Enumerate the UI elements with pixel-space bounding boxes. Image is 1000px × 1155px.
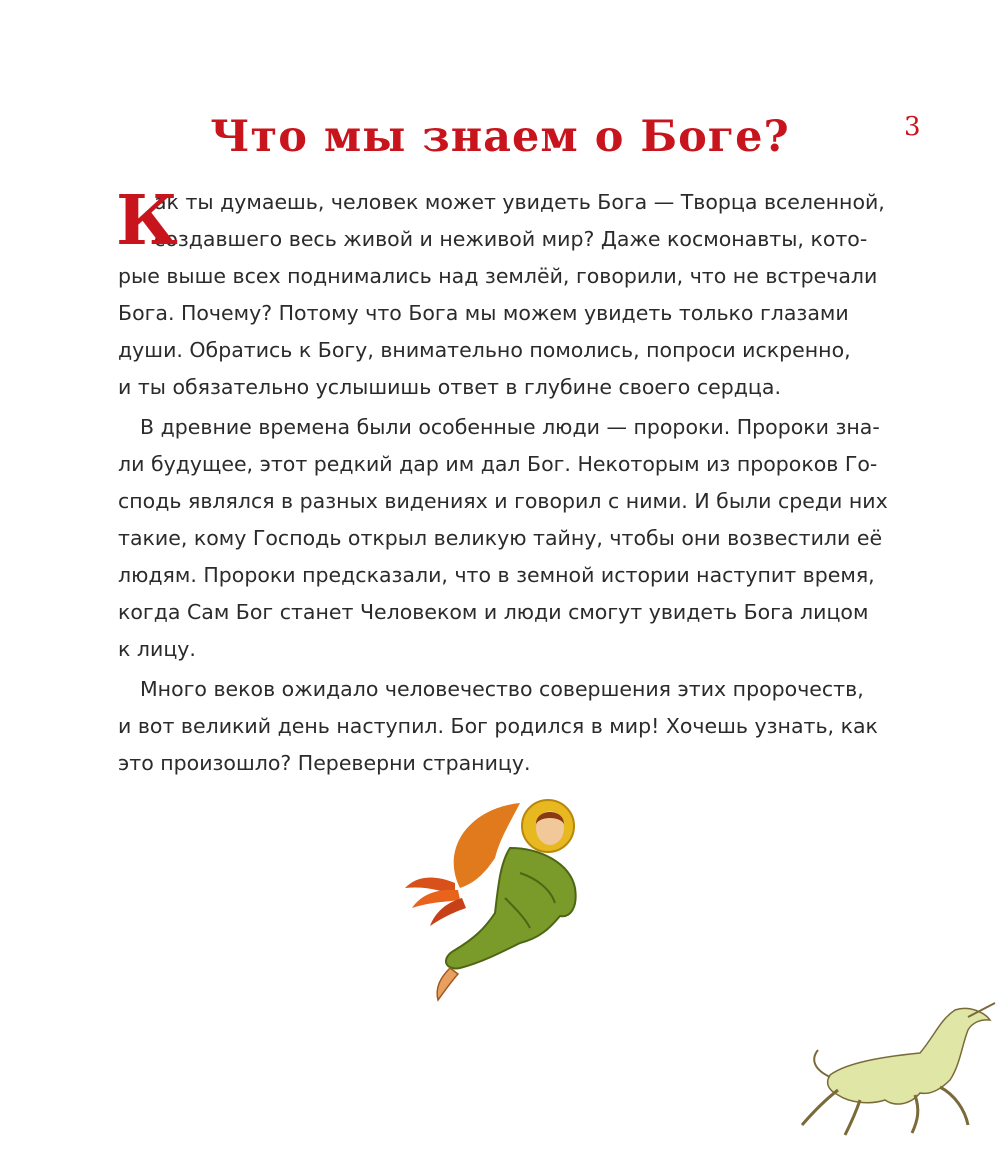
text-line: ли будущее, этот редкий дар им дал Бог. Некоторым из пророков Го- xyxy=(118,452,878,476)
text-line: людям. Пророки предсказали, что в земной истории наступит время, xyxy=(118,563,875,587)
text-line: создавшего весь живой и неживой мир? Даже космонавты, кото- xyxy=(154,227,868,251)
text-line: это произошло? Переверни страницу. xyxy=(118,751,531,775)
text-line: когда Сам Бог станет Человеком и люди смогут увидеть Бога лицом xyxy=(118,600,869,624)
text-line: к лицу. xyxy=(118,637,196,661)
body-text xyxy=(116,181,888,782)
text-line: В древние времена были особенные люди — пророки. Пророки зна- xyxy=(140,415,880,439)
text-line: ак ты думаешь, человек может увидеть Бога — Творца вселенной, xyxy=(154,190,885,214)
text-line: такие, кому Господь открыл великую тайну, чтобы они возвестили её xyxy=(118,526,883,550)
page-title: Что мы знаем о Боге? xyxy=(210,112,790,162)
text-line: и ты обязательно услышишь ответ в глубине своего сердца. xyxy=(118,375,781,399)
text-line: Бога. Почему? Потому что Бога мы можем увидеть только глазами xyxy=(118,301,849,325)
page-number: 3 xyxy=(904,112,921,142)
kneeling-angel-illustration xyxy=(400,778,595,1008)
drop-cap: К xyxy=(116,181,178,261)
unicorn-illustration xyxy=(790,995,1000,1145)
text-line: рые выше всех поднимались над землёй, говорили, что не встречали xyxy=(118,264,878,288)
text-line: сподь являлся в разных видениях и говорил с ними. И были среди них xyxy=(118,489,888,513)
text-line: и вот великий день наступил. Бог родился в мир! Хочешь узнать, как xyxy=(118,714,878,738)
text-line: души. Обратись к Богу, внимательно помолись, попроси искренно, xyxy=(118,338,851,362)
text-line: Много веков ожидало человечество совершения этих пророчеств, xyxy=(140,677,864,701)
